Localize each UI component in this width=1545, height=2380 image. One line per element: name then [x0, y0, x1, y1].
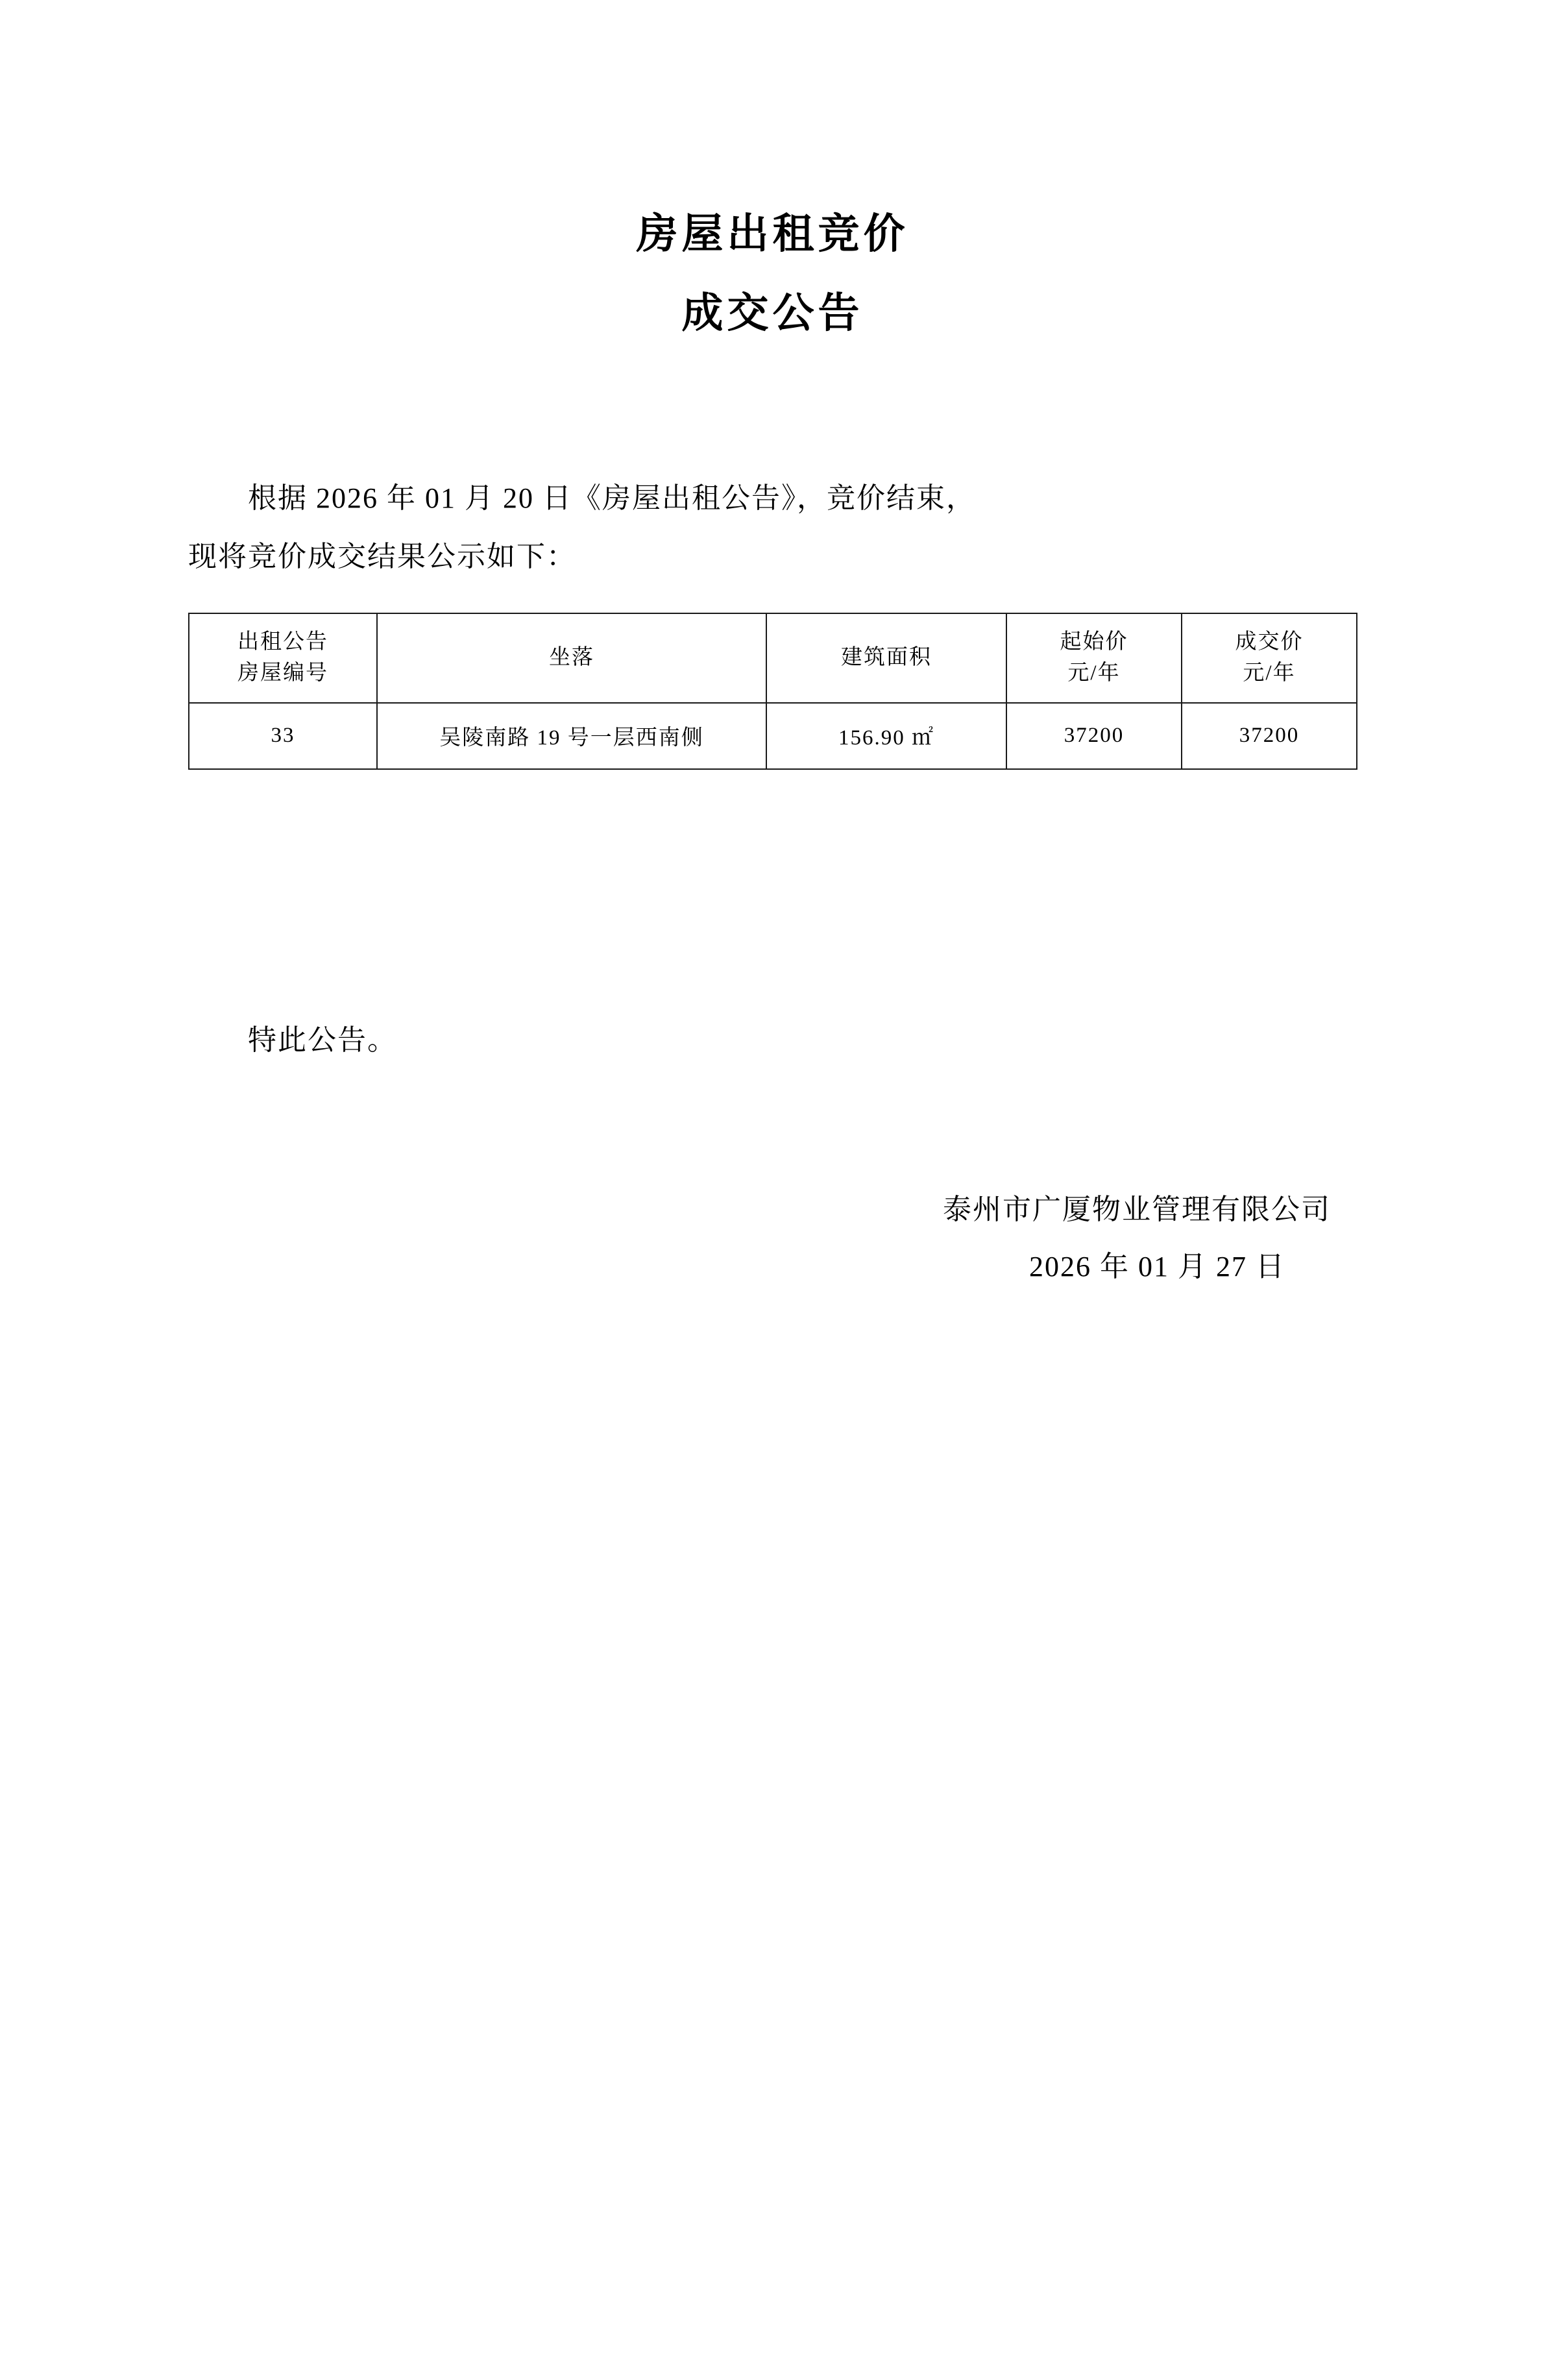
header-location: 坐落 — [377, 613, 766, 703]
signature-section — [0, 1181, 1545, 1295]
notice-section — [0, 1016, 1545, 1058]
header-deal-price-line1: 成交价 — [1235, 630, 1304, 654]
header-area: 建筑面积 — [766, 613, 1006, 703]
header-house-id-line2: 房屋编号 — [237, 661, 328, 685]
cell-house-id: 33 — [189, 703, 377, 769]
cell-location: 吴陵南路 19 号一层西南侧 — [377, 703, 766, 769]
table-row — [189, 703, 1357, 769]
paragraph-two: 现将竞价成交结果公示如下： — [188, 541, 576, 573]
result-table — [188, 613, 1357, 770]
document-page — [0, 195, 1545, 2380]
header-deal-price-line2: 元/年 — [1243, 661, 1296, 685]
notice-text: 特此公告。 — [248, 1024, 397, 1056]
cell-start-price: 37200 — [1006, 703, 1182, 769]
paragraph-one: 根据 2026 年 01 月 20 日《房屋出租公告》，竞价结束， — [248, 482, 976, 515]
intro-paragraphs — [0, 469, 1545, 586]
signature-date: 2026 年 01 月 27 日 — [1029, 1250, 1285, 1282]
header-start-price — [1006, 613, 1182, 703]
header-house-id-line1: 出租公告 — [237, 630, 328, 654]
title-line-1: 房屋出租竞价 — [636, 211, 909, 257]
header-house-id — [189, 613, 377, 703]
cell-area: 156.90 ㎡ — [766, 703, 1006, 769]
title-line-2: 成交公告 — [681, 289, 864, 336]
cell-deal-price: 37200 — [1182, 703, 1357, 769]
header-start-price-line1: 起始价 — [1060, 630, 1128, 654]
signature-company: 泰州市广厦物业管理有限公司 — [943, 1193, 1331, 1225]
header-deal-price — [1182, 613, 1357, 703]
result-table-container — [0, 613, 1545, 770]
document-title — [0, 195, 1545, 352]
table-header-row — [189, 613, 1357, 703]
header-start-price-line2: 元/年 — [1067, 661, 1121, 685]
